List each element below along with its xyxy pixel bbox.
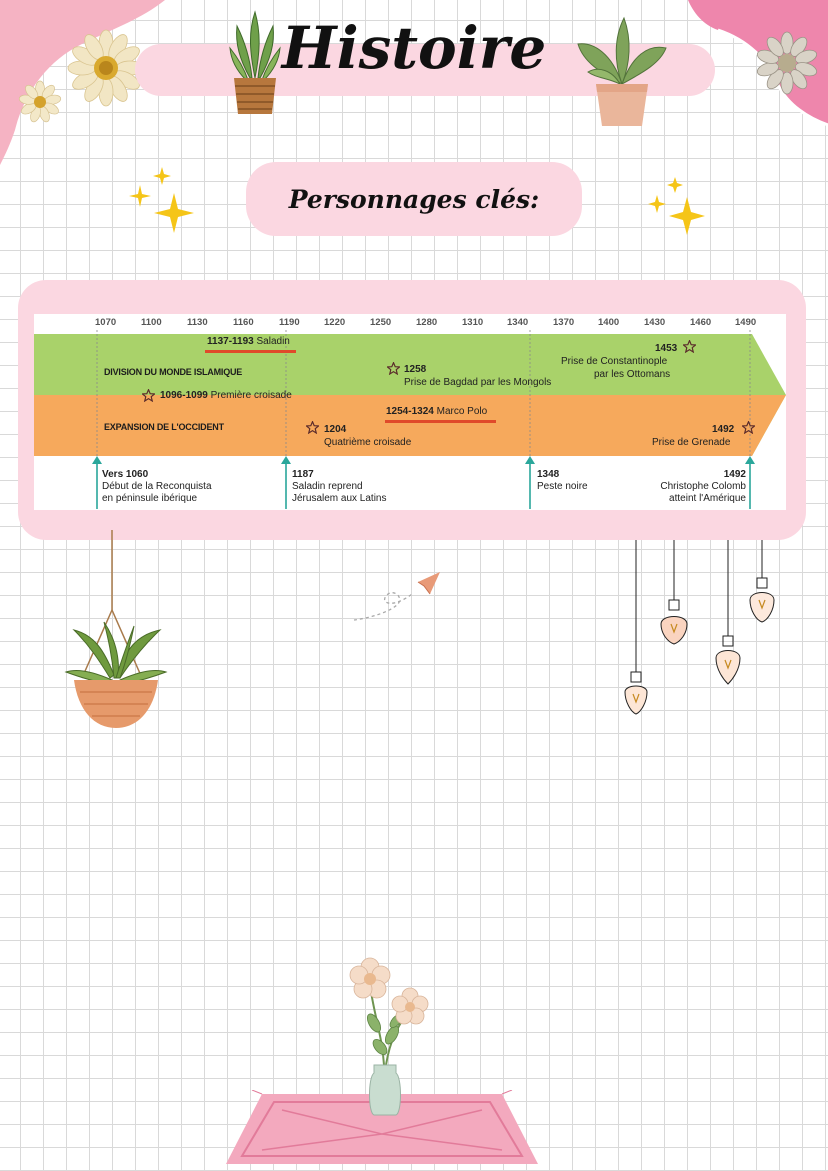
marco-polo-period-bar <box>385 420 496 423</box>
star-icon <box>742 421 755 434</box>
hanging-bulbs-icon <box>616 540 786 720</box>
axis-year: 1460 <box>690 317 712 328</box>
axis-year: 1340 <box>507 317 529 328</box>
bottom-event-peste: 1348 Peste noire <box>537 469 588 492</box>
paper-plane-icon <box>350 568 444 626</box>
event-quatrieme-croisade-year: 1204 <box>324 424 347 435</box>
event-constantinople-year: 1453 <box>655 343 678 354</box>
star-icon <box>306 421 319 434</box>
vase-flowers-icon <box>340 955 440 1120</box>
axis-year: 1190 <box>279 317 300 328</box>
axis-year: 1220 <box>324 317 346 328</box>
axis-year: 1100 <box>141 317 162 328</box>
event-premiere-croisade: 1096-1099 Première croisade <box>160 390 292 401</box>
bottom-event-jerusalem: 1187 Saladin reprend Jérusalem aux Latins <box>292 469 387 504</box>
event-bagdad-year: 1258 <box>404 364 427 375</box>
axis-year: 1160 <box>233 317 254 328</box>
axis-year: 1430 <box>644 317 666 328</box>
axis-year: 1250 <box>370 317 392 328</box>
axis-year: 1310 <box>462 317 484 328</box>
page-title: Histoire <box>281 14 547 82</box>
axis-year: 1130 <box>187 317 208 328</box>
axis-year: 1070 <box>95 317 117 328</box>
event-grenade-year: 1492 <box>712 424 735 435</box>
event-constantinople-line1: Prise de Constantinople <box>561 356 668 367</box>
small-flower-icon <box>18 80 62 124</box>
sparkles-icon <box>645 175 709 239</box>
star-icon <box>142 389 155 402</box>
axis-year: 1280 <box>416 317 438 328</box>
event-quatrieme-croisade-text: Quatrième croisade <box>324 437 412 448</box>
bottom-event-colomb: 1492 Christophe Colomb atteint l'Amérique <box>660 469 746 504</box>
potted-plant-icon <box>574 14 670 128</box>
event-constantinople-line2: par les Ottomans <box>594 369 671 380</box>
band-title-islamic: DIVISION DU MONDE ISLAMIQUE <box>104 367 243 377</box>
bottom-event-reconquista: Vers 1060 Début de la Reconquista en péninsule ibérique <box>102 469 212 504</box>
page-subtitle: Personnages clés: <box>288 184 540 214</box>
event-grenade-text: Prise de Grenade <box>652 437 731 448</box>
star-icon <box>683 340 696 353</box>
snake-plant-icon <box>226 8 284 116</box>
axis-year: 1370 <box>553 317 575 328</box>
saladin-period: 1137-1193 Saladin <box>207 336 290 347</box>
hanging-plant-icon <box>64 530 168 732</box>
sparkles-icon <box>128 165 198 235</box>
band-title-occident: EXPANSION DE L'OCCIDENT <box>104 422 224 432</box>
subtitle-band <box>246 162 582 236</box>
axis-year: 1490 <box>735 317 757 328</box>
marco-polo-period: 1254-1324 Marco Polo <box>386 406 488 417</box>
saladin-period-bar <box>205 350 296 353</box>
event-bagdad-text: Prise de Bagdad par les Mongols <box>404 377 552 388</box>
star-icon <box>387 362 400 375</box>
axis-year: 1400 <box>598 317 620 328</box>
